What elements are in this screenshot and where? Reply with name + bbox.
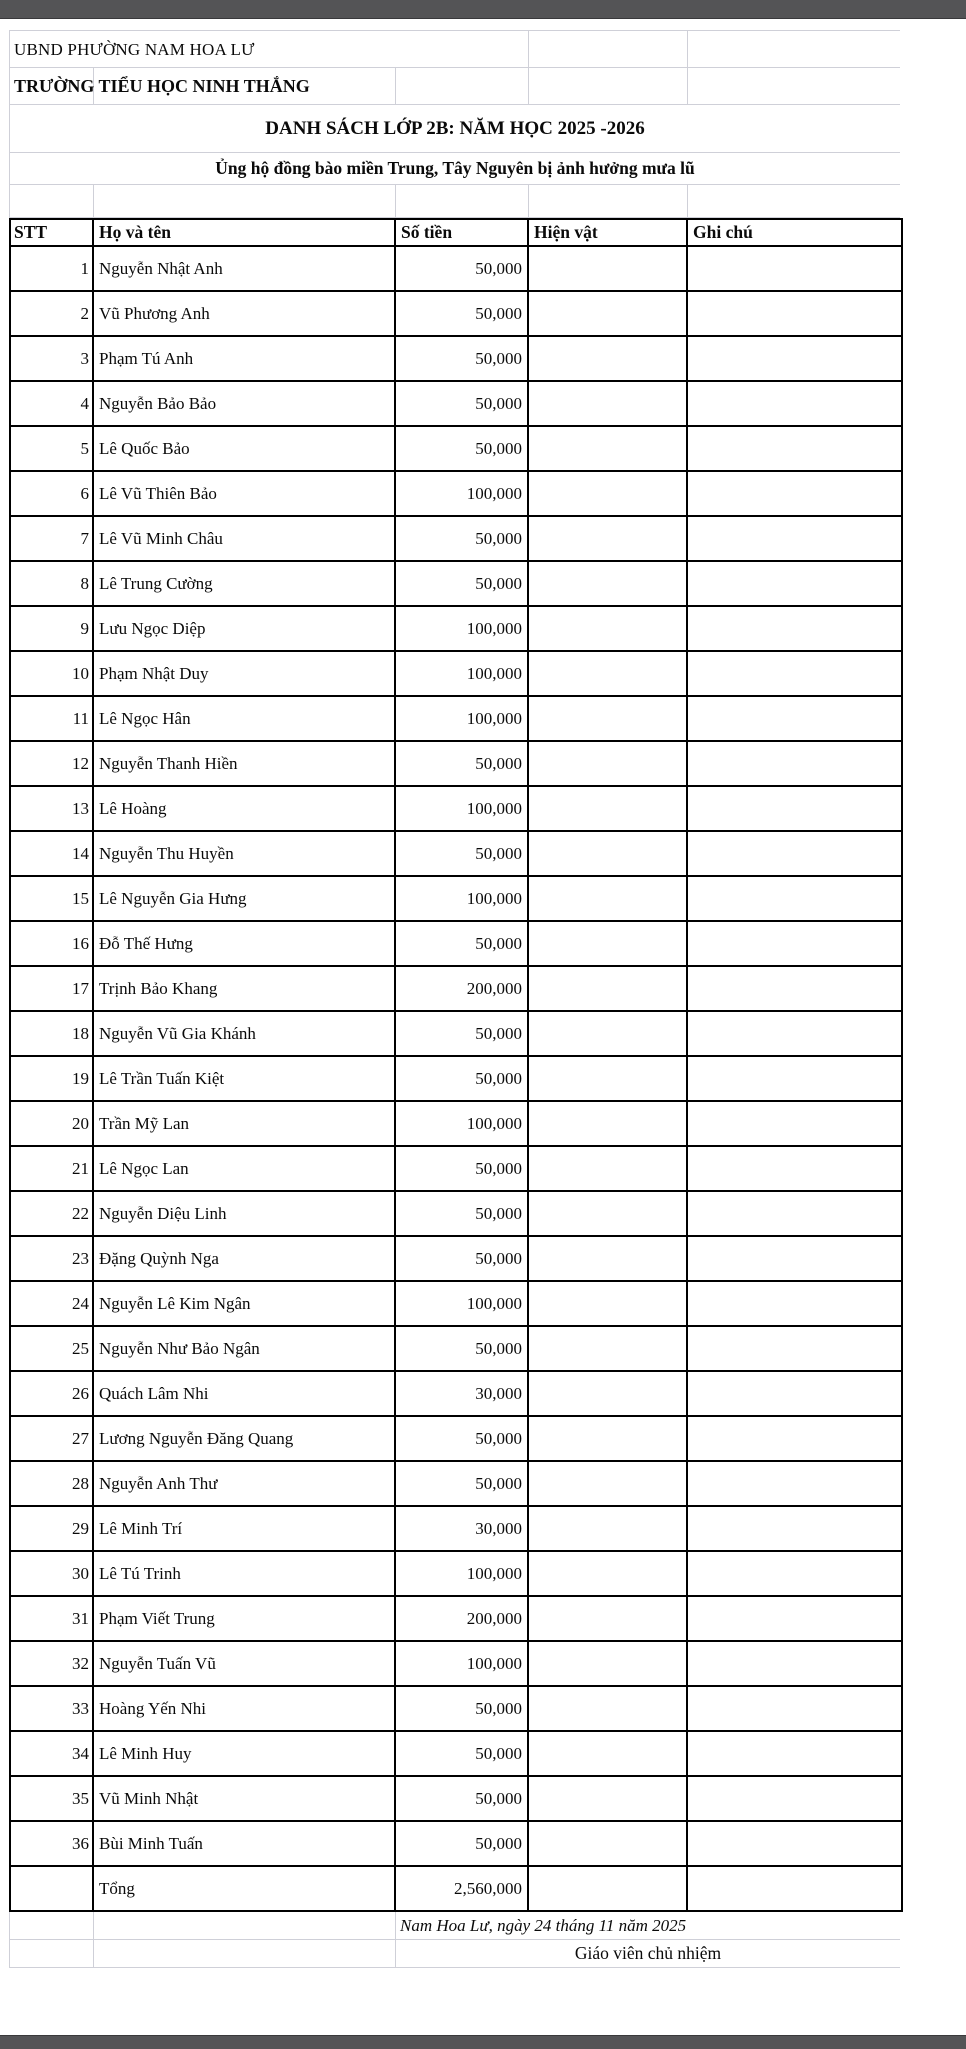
table-row <box>11 740 901 785</box>
name-cell: Lê Minh Trí <box>94 1507 396 1550</box>
name-cell: Nguyễn Diệu Linh <box>94 1192 396 1235</box>
stt-cell: 8 <box>11 562 94 605</box>
empty-cell <box>10 1912 94 1939</box>
note-cell <box>688 1642 901 1685</box>
org-line2-row <box>9 68 900 105</box>
column-header-name: Họ và tên <box>94 220 396 245</box>
name-cell: Phạm Nhật Duy <box>94 652 396 695</box>
in-kind-cell <box>529 562 688 605</box>
in-kind-cell <box>529 292 688 335</box>
name-cell: Nguyễn Anh Thư <box>94 1462 396 1505</box>
amount-cell: 50,000 <box>396 742 529 785</box>
org-line2-text: TRƯỜNG TIỂU HỌC NINH THẮNG <box>14 76 310 96</box>
amount-cell: 50,000 <box>396 247 529 290</box>
amount-cell: 50,000 <box>396 382 529 425</box>
table-row <box>11 785 901 830</box>
amount-cell: 50,000 <box>396 1192 529 1235</box>
date-line: Nam Hoa Lư, ngày 24 tháng 11 năm 2025 <box>400 1915 687 1935</box>
table-row <box>11 605 901 650</box>
name-cell: Lê Trần Tuấn Kiệt <box>94 1057 396 1100</box>
name-cell: Lê Hoàng <box>94 787 396 830</box>
table-row <box>11 1505 901 1550</box>
name-cell: Vũ Minh Nhật <box>94 1777 396 1820</box>
stt-cell: 6 <box>11 472 94 515</box>
in-kind-cell <box>529 652 688 695</box>
amount-cell: 200,000 <box>396 967 529 1010</box>
stt-cell: 12 <box>11 742 94 785</box>
signature-title: Giáo viên chủ nhiệm <box>574 1943 722 1963</box>
amount-cell: 100,000 <box>396 472 529 515</box>
in-kind-cell <box>529 1192 688 1235</box>
in-kind-cell <box>529 1687 688 1730</box>
note-cell <box>688 967 901 1010</box>
name-cell: Lương Nguyễn Đăng Quang <box>94 1417 396 1460</box>
table-row <box>11 1730 901 1775</box>
amount-cell: 100,000 <box>396 1642 529 1685</box>
stt-cell: 11 <box>11 697 94 740</box>
note-cell <box>688 382 901 425</box>
amount-cell: 50,000 <box>396 1237 529 1280</box>
amount-cell: 50,000 <box>396 562 529 605</box>
in-kind-cell <box>529 1642 688 1685</box>
in-kind-cell <box>529 1372 688 1415</box>
name-cell: Hoàng Yến Nhi <box>94 1687 396 1730</box>
in-kind-cell <box>529 787 688 830</box>
stt-cell: 1 <box>11 247 94 290</box>
in-kind-cell <box>529 922 688 965</box>
in-kind-cell <box>529 832 688 875</box>
table-row <box>11 1640 901 1685</box>
table-row <box>11 335 901 380</box>
name-cell: Phạm Viết Trung <box>94 1597 396 1640</box>
in-kind-cell <box>529 337 688 380</box>
table-row <box>11 1145 901 1190</box>
name-cell: Vũ Phương Anh <box>94 292 396 335</box>
name-cell: Nguyễn Lê Kim Ngân <box>94 1282 396 1325</box>
note-cell <box>688 742 901 785</box>
name-cell: Nguyễn Vũ Gia Khánh <box>94 1012 396 1055</box>
in-kind-cell <box>529 1732 688 1775</box>
spacer-row <box>9 185 900 218</box>
note-cell <box>688 922 901 965</box>
in-kind-cell <box>529 742 688 785</box>
note-cell <box>688 1597 901 1640</box>
name-cell: Nguyễn Như Bảo Ngân <box>94 1327 396 1370</box>
empty-cell <box>688 31 900 67</box>
document-subtitle: Ủng hộ đồng bào miền Trung, Tây Nguyên bị ảnh hưởng mưa lũ <box>215 158 695 178</box>
table-row <box>11 1595 901 1640</box>
name-cell: Đặng Quỳnh Nga <box>94 1237 396 1280</box>
amount-cell: 100,000 <box>396 607 529 650</box>
note-cell <box>688 1192 901 1235</box>
empty-cell <box>688 185 900 217</box>
stt-cell: 25 <box>11 1327 94 1370</box>
amount-cell: 200,000 <box>396 1597 529 1640</box>
empty-cell <box>10 1940 94 1967</box>
stt-cell: 15 <box>11 877 94 920</box>
stt-cell: 3 <box>11 337 94 380</box>
amount-cell: 30,000 <box>396 1372 529 1415</box>
empty-cell <box>529 185 688 217</box>
total-stt-cell <box>11 1867 94 1910</box>
name-cell: Lê Vũ Thiên Bảo <box>94 472 396 515</box>
stt-cell: 35 <box>11 1777 94 1820</box>
name-cell: Lê Vũ Minh Châu <box>94 517 396 560</box>
note-cell <box>688 337 901 380</box>
note-cell <box>688 1732 901 1775</box>
note-cell <box>688 1507 901 1550</box>
table-row <box>11 515 901 560</box>
amount-cell: 100,000 <box>396 652 529 695</box>
note-cell <box>688 247 901 290</box>
stt-cell: 10 <box>11 652 94 695</box>
stt-cell: 27 <box>11 1417 94 1460</box>
note-cell <box>688 1057 901 1100</box>
in-kind-cell <box>529 247 688 290</box>
note-cell <box>688 517 901 560</box>
name-cell: Lê Trung Cường <box>94 562 396 605</box>
name-cell: Quách Lâm Nhi <box>94 1372 396 1415</box>
name-cell: Nguyễn Bảo Bảo <box>94 382 396 425</box>
name-cell: Lê Minh Huy <box>94 1732 396 1775</box>
stt-cell: 26 <box>11 1372 94 1415</box>
in-kind-cell <box>529 1462 688 1505</box>
table-row <box>11 290 901 335</box>
stt-cell: 14 <box>11 832 94 875</box>
name-cell: Nguyễn Thu Huyền <box>94 832 396 875</box>
empty-cell <box>94 1912 396 1939</box>
in-kind-cell <box>529 1147 688 1190</box>
table-row <box>11 1280 901 1325</box>
amount-cell: 50,000 <box>396 1687 529 1730</box>
table-row <box>11 830 901 875</box>
stt-cell: 13 <box>11 787 94 830</box>
table-body <box>11 245 901 1865</box>
table-row <box>11 1100 901 1145</box>
stt-cell: 19 <box>11 1057 94 1100</box>
name-cell: Nguyễn Nhật Anh <box>94 247 396 290</box>
table-row <box>11 875 901 920</box>
amount-cell: 100,000 <box>396 877 529 920</box>
amount-cell: 50,000 <box>396 1147 529 1190</box>
note-cell <box>688 787 901 830</box>
note-cell <box>688 1417 901 1460</box>
amount-cell: 50,000 <box>396 1327 529 1370</box>
table-row <box>11 425 901 470</box>
in-kind-cell <box>529 1507 688 1550</box>
amount-cell: 100,000 <box>396 1282 529 1325</box>
in-kind-cell <box>529 427 688 470</box>
note-cell <box>688 427 901 470</box>
note-cell <box>688 877 901 920</box>
amount-cell: 50,000 <box>396 1732 529 1775</box>
stt-cell: 23 <box>11 1237 94 1280</box>
stt-cell: 34 <box>11 1732 94 1775</box>
viewer-bottom-bar <box>0 2035 966 2049</box>
total-row <box>11 1865 901 1910</box>
amount-cell: 50,000 <box>396 292 529 335</box>
amount-cell: 50,000 <box>396 1417 529 1460</box>
amount-cell: 100,000 <box>396 1102 529 1145</box>
org-line1-text: UBND PHƯỜNG NAM HOA LƯ <box>14 40 255 59</box>
empty-cell <box>94 185 396 217</box>
stt-cell: 16 <box>11 922 94 965</box>
note-cell <box>688 1462 901 1505</box>
stt-cell: 20 <box>11 1102 94 1145</box>
table-row <box>11 1415 901 1460</box>
note-cell <box>688 607 901 650</box>
stt-cell: 21 <box>11 1147 94 1190</box>
stt-cell: 9 <box>11 607 94 650</box>
name-cell: Nguyễn Tuấn Vũ <box>94 1642 396 1685</box>
table-row <box>11 1775 901 1820</box>
amount-cell: 50,000 <box>396 1822 529 1865</box>
note-cell <box>688 472 901 515</box>
name-cell: Phạm Tú Anh <box>94 337 396 380</box>
in-kind-cell <box>529 1282 688 1325</box>
in-kind-cell <box>529 1102 688 1145</box>
date-cell <box>396 1912 900 1939</box>
stt-cell: 7 <box>11 517 94 560</box>
note-cell <box>688 697 901 740</box>
document-title: DANH SÁCH LỚP 2B: NĂM HỌC 2025 -2026 <box>265 117 645 139</box>
signature-cell <box>396 1940 900 1967</box>
column-header-amount: Số tiền <box>396 220 529 245</box>
in-kind-cell <box>529 1057 688 1100</box>
stt-cell: 2 <box>11 292 94 335</box>
signature-row <box>9 1940 900 1968</box>
table-row <box>11 560 901 605</box>
stt-cell: 4 <box>11 382 94 425</box>
name-cell: Đỗ Thế Hưng <box>94 922 396 965</box>
amount-cell: 50,000 <box>396 832 529 875</box>
total-amount-cell: 2,560,000 <box>396 1867 529 1910</box>
table-row <box>11 1325 901 1370</box>
amount-cell: 100,000 <box>396 697 529 740</box>
note-cell <box>688 1777 901 1820</box>
in-kind-cell <box>529 1012 688 1055</box>
total-label-cell: Tổng <box>94 1867 396 1910</box>
name-cell: Bùi Minh Tuấn <box>94 1822 396 1865</box>
column-header-stt: STT <box>11 220 94 245</box>
table-row <box>11 1010 901 1055</box>
name-cell: Nguyễn Thanh Hiền <box>94 742 396 785</box>
table-header-row <box>11 220 901 245</box>
note-cell <box>688 1147 901 1190</box>
in-kind-cell <box>529 517 688 560</box>
in-kind-cell <box>529 472 688 515</box>
amount-cell: 100,000 <box>396 787 529 830</box>
amount-cell: 100,000 <box>396 1552 529 1595</box>
table-row <box>11 470 901 515</box>
stt-cell: 22 <box>11 1192 94 1235</box>
column-header-in-kind: Hiện vật <box>529 220 688 245</box>
in-kind-cell <box>529 1597 688 1640</box>
note-cell <box>688 1822 901 1865</box>
amount-cell: 50,000 <box>396 922 529 965</box>
total-note-cell <box>688 1867 901 1910</box>
table-row <box>11 380 901 425</box>
column-header-note: Ghi chú <box>693 222 753 242</box>
empty-cell <box>10 185 94 217</box>
table-row <box>11 695 901 740</box>
in-kind-cell <box>529 1777 688 1820</box>
note-cell <box>688 1102 901 1145</box>
amount-cell: 30,000 <box>396 1507 529 1550</box>
amount-cell: 50,000 <box>396 427 529 470</box>
in-kind-cell <box>529 382 688 425</box>
name-cell: Trần Mỹ Lan <box>94 1102 396 1145</box>
date-row <box>9 1912 900 1940</box>
in-kind-cell <box>529 1552 688 1595</box>
table-row <box>11 1190 901 1235</box>
in-kind-cell <box>529 1327 688 1370</box>
name-cell: Lê Ngọc Lan <box>94 1147 396 1190</box>
note-cell <box>688 1372 901 1415</box>
empty-cell <box>529 68 688 104</box>
in-kind-cell <box>529 1237 688 1280</box>
note-cell <box>688 1237 901 1280</box>
name-cell: Lưu Ngọc Diệp <box>94 607 396 650</box>
empty-cell <box>396 185 529 217</box>
in-kind-cell <box>529 967 688 1010</box>
table-row <box>11 965 901 1010</box>
name-cell: Lê Quốc Bảo <box>94 427 396 470</box>
stt-cell: 33 <box>11 1687 94 1730</box>
amount-cell: 50,000 <box>396 1057 529 1100</box>
amount-cell: 50,000 <box>396 1462 529 1505</box>
table-row <box>11 1550 901 1595</box>
name-cell: Lê Nguyễn Gia Hưng <box>94 877 396 920</box>
note-cell <box>688 832 901 875</box>
note-cell <box>688 1687 901 1730</box>
table-row <box>11 650 901 695</box>
amount-cell: 50,000 <box>396 517 529 560</box>
empty-cell <box>396 68 529 104</box>
stt-cell: 24 <box>11 1282 94 1325</box>
name-cell: Trịnh Bảo Khang <box>94 967 396 1010</box>
stt-cell: 28 <box>11 1462 94 1505</box>
table-row <box>11 1460 901 1505</box>
table-row <box>11 1235 901 1280</box>
table-row <box>11 920 901 965</box>
in-kind-cell <box>529 697 688 740</box>
note-cell <box>688 1012 901 1055</box>
table-row <box>11 245 901 290</box>
note-cell <box>688 1327 901 1370</box>
donation-table <box>9 218 903 1912</box>
table-row <box>11 1055 901 1100</box>
stt-cell: 30 <box>11 1552 94 1595</box>
amount-cell: 50,000 <box>396 337 529 380</box>
empty-cell <box>529 31 688 67</box>
in-kind-cell <box>529 1417 688 1460</box>
note-cell <box>688 562 901 605</box>
table-row <box>11 1685 901 1730</box>
note-cell <box>688 1552 901 1595</box>
in-kind-cell <box>529 607 688 650</box>
table-row <box>11 1820 901 1865</box>
empty-cell <box>688 68 900 104</box>
table-row <box>11 1370 901 1415</box>
amount-cell: 50,000 <box>396 1012 529 1055</box>
name-cell: Lê Ngọc Hân <box>94 697 396 740</box>
note-cell <box>688 1282 901 1325</box>
viewer-top-bar <box>0 0 966 19</box>
document-title-row <box>9 105 900 153</box>
org-line1-row <box>9 30 900 68</box>
stt-cell: 36 <box>11 1822 94 1865</box>
stt-cell: 5 <box>11 427 94 470</box>
amount-cell: 50,000 <box>396 1777 529 1820</box>
note-cell <box>688 652 901 695</box>
stt-cell: 17 <box>11 967 94 1010</box>
in-kind-cell <box>529 1822 688 1865</box>
note-cell <box>688 292 901 335</box>
document-subtitle-row <box>9 153 900 185</box>
stt-cell: 31 <box>11 1597 94 1640</box>
empty-cell <box>94 1940 396 1967</box>
stt-cell: 18 <box>11 1012 94 1055</box>
stt-cell: 29 <box>11 1507 94 1550</box>
in-kind-cell <box>529 877 688 920</box>
name-cell: Lê Tú Trinh <box>94 1552 396 1595</box>
total-in-kind-cell <box>529 1867 688 1910</box>
stt-cell: 32 <box>11 1642 94 1685</box>
